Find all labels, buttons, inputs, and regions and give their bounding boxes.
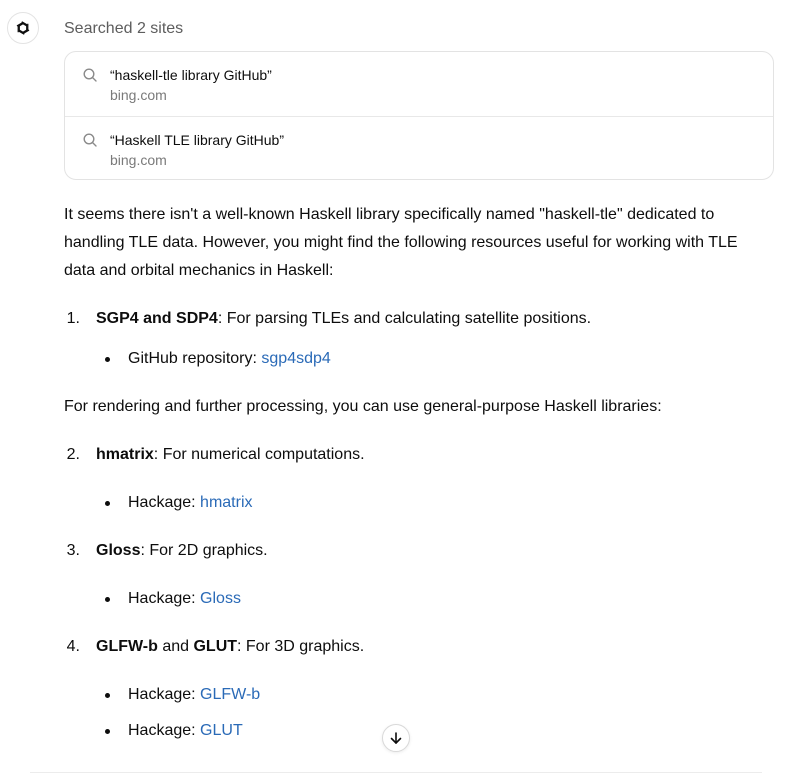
scroll-to-bottom-button[interactable] (382, 724, 410, 752)
search-icon (82, 132, 98, 148)
list-number: 2. (66, 446, 80, 463)
bullet-item (128, 681, 260, 709)
list-item-desc: : For 2D graphics. (140, 542, 268, 559)
composer-divider (30, 772, 762, 773)
list-item (96, 633, 364, 661)
bullet-icon (105, 693, 110, 698)
list-item-desc: : For parsing TLEs and calculating satellite positions. (217, 310, 592, 327)
glut-link[interactable]: GLUT (200, 722, 243, 739)
bullet-prefix: GitHub repository: (128, 350, 262, 367)
bullet-item (128, 489, 253, 517)
list-number: 4. (66, 638, 80, 655)
search-results-card (64, 51, 774, 180)
search-result-item[interactable] (65, 116, 773, 180)
gloss-link[interactable]: Gloss (200, 590, 241, 607)
list-item-desc: : For numerical computations. (153, 446, 365, 463)
intro-line: It seems there isn't a well-known Haskell library specifically named "haskell-tle" dedicated to (64, 206, 715, 223)
search-source: bing.com (110, 87, 167, 103)
bullet-item (128, 585, 241, 613)
search-status-header[interactable]: Searched 2 sites (64, 20, 184, 37)
bullet-icon (105, 729, 110, 734)
bullet-prefix: Hackage: (128, 686, 201, 703)
bullet-prefix: Hackage: (128, 590, 201, 607)
bullet-item (128, 717, 243, 745)
openai-logo-icon (13, 18, 33, 38)
search-icon (82, 67, 98, 83)
hmatrix-link[interactable]: hmatrix (200, 494, 253, 511)
list-item-title: hmatrix (96, 446, 154, 463)
search-source: bing.com (110, 152, 167, 168)
glfw-b-link[interactable]: GLFW-b (200, 686, 261, 703)
list-item (96, 537, 268, 565)
bullet-item (128, 345, 331, 373)
search-result-item[interactable] (65, 52, 773, 116)
bullet-icon (105, 357, 110, 362)
rendering-paragraph: For rendering and further processing, you can use general-purpose Haskell libraries: (64, 398, 662, 415)
bullet-prefix: Hackage: (128, 494, 201, 511)
list-item (96, 305, 591, 333)
assistant-avatar (7, 12, 39, 44)
intro-line: data and orbital mechanics in Haskell: (64, 262, 334, 279)
list-number: 3. (66, 542, 80, 559)
list-item-desc: : For 3D graphics. (237, 638, 365, 655)
list-item-title: Gloss (96, 542, 141, 559)
list-item-title: GLFW-b (96, 638, 158, 655)
list-item-title: GLUT (193, 638, 238, 655)
bullet-prefix: Hackage: (128, 722, 201, 739)
search-query: “haskell-tle library GitHub” (110, 67, 272, 83)
list-number: 1. (66, 310, 80, 327)
bullet-icon (105, 597, 110, 602)
list-item-title: SGP4 and SDP4 (96, 310, 218, 327)
search-query: “Haskell TLE library GitHub” (110, 132, 285, 148)
intro-line: handling TLE data. However, you might find the following resources useful for working with TLE (64, 234, 738, 251)
arrow-down-icon (389, 731, 403, 745)
bullet-icon (105, 501, 110, 506)
list-item-conjunction: and (157, 638, 194, 655)
list-item (96, 441, 365, 469)
sgp4sdp4-link[interactable]: sgp4sdp4 (261, 350, 331, 367)
